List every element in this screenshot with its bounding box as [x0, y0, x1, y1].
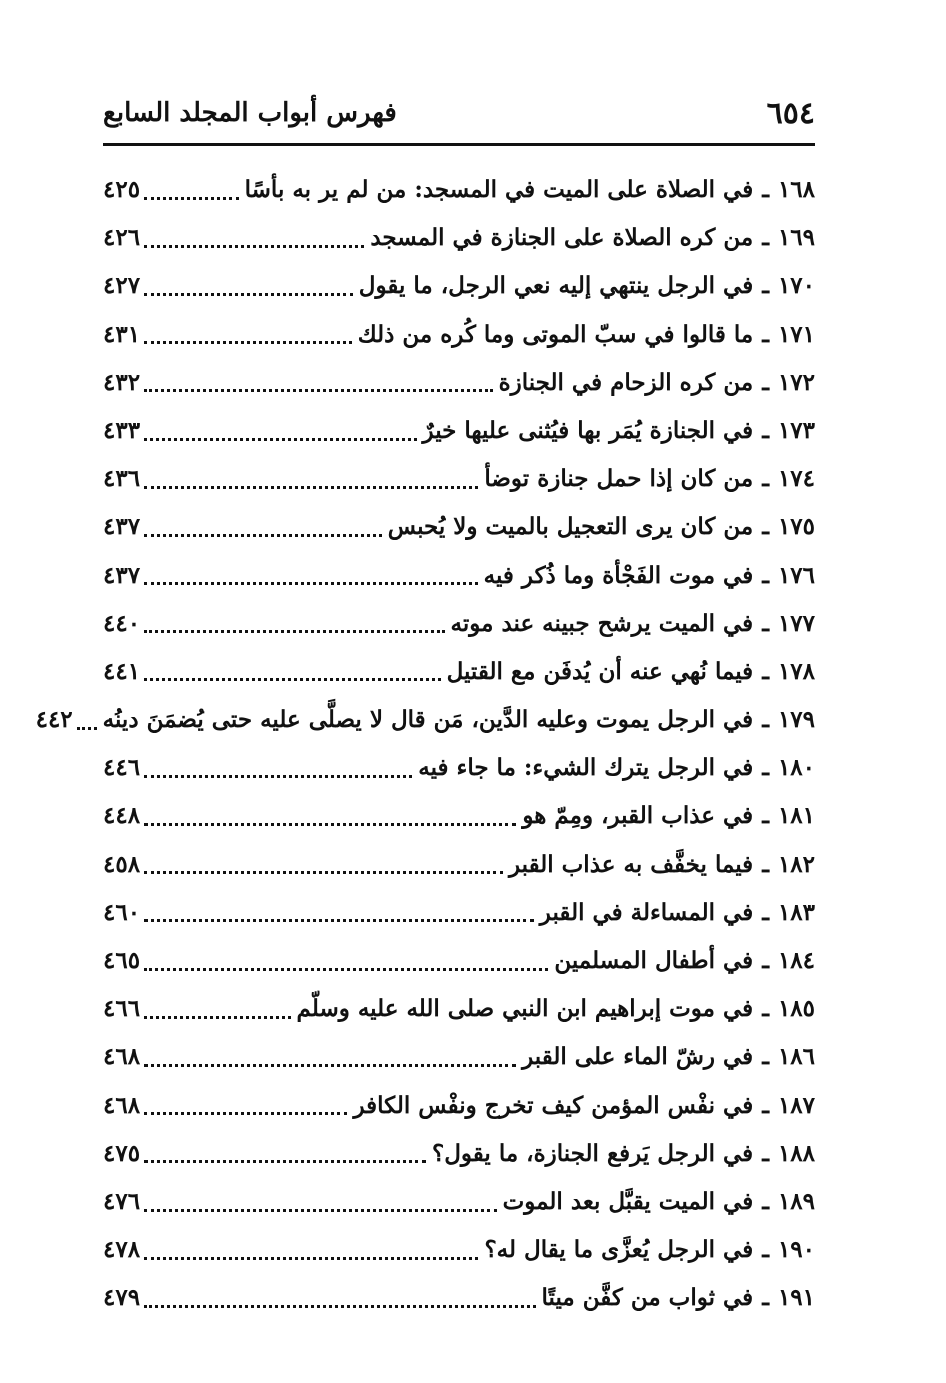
toc-entry — [103, 166, 815, 214]
dot-leader — [144, 582, 478, 585]
page-header — [103, 92, 815, 142]
dot-leader — [144, 438, 416, 441]
toc-entry-number: ١٧٩ — [777, 706, 815, 734]
toc-entry-title: في الرجل يَرفع الجنازة، ما يقول؟ — [431, 1139, 754, 1167]
toc-entry — [103, 214, 815, 262]
toc-entry-page: ٤٧٦ — [103, 1187, 141, 1215]
dot-leader — [144, 678, 441, 681]
toc-entry-number: ١٨٠ — [777, 754, 815, 782]
toc-entry — [103, 937, 815, 985]
toc-entry-number: ١٧١ — [777, 320, 815, 348]
toc-entry-title: في الجنازة يُمَر بها فيُثنى عليها خيرٌ — [422, 416, 754, 444]
toc-entry-separator: ـ — [762, 657, 769, 685]
toc-entry-title: في نفْس المؤمن كيف تخرج ونفْس الكافر — [353, 1091, 754, 1119]
toc-entry-separator: ـ — [762, 1284, 769, 1312]
toc-entry-separator: ـ — [762, 995, 769, 1023]
toc-entry-number: ١٧٦ — [777, 561, 815, 589]
toc-entry — [103, 841, 815, 889]
dot-leader — [144, 823, 516, 826]
toc-entry — [103, 552, 815, 600]
toc-entry-title: من كره الزحام في الجنازة — [498, 368, 754, 396]
toc-entry-separator: ـ — [762, 320, 769, 348]
toc-entry-number: ١٧٧ — [777, 609, 815, 637]
dot-leader — [144, 968, 548, 971]
toc-entry-page: ٤٧٩ — [103, 1284, 141, 1312]
table-of-contents — [35, 166, 815, 1323]
toc-entry-title: فيما نُهي عنه أن يُدفَن مع القتيل — [446, 657, 754, 685]
toc-entry-page: ٤٤١ — [103, 657, 141, 685]
dot-leader — [144, 630, 444, 633]
dot-leader — [144, 1257, 478, 1260]
toc-entry-page: ٤٤٠ — [103, 609, 141, 637]
toc-entry-number: ١٨٢ — [777, 850, 815, 878]
toc-entry-title: في الرجل يموت وعليه الدَّين، مَن قال لا يصلَّى عليه حتى يُضمَنَ دينُه — [102, 706, 754, 734]
toc-entry-number: ١٨٥ — [777, 995, 815, 1023]
toc-entry — [103, 1274, 815, 1322]
toc-entry-title: من كره الصلاة على الجنازة في المسجد — [370, 224, 754, 252]
toc-entry-separator: ـ — [762, 1236, 769, 1264]
toc-entry-page: ٤٧٨ — [103, 1236, 141, 1264]
toc-entry — [103, 407, 815, 455]
toc-entry-page: ٤٣٧ — [103, 513, 141, 541]
toc-entry-title: في الصلاة على الميت في المسجد: من لم ير به بأسًا — [244, 176, 754, 203]
toc-entry-page: ٤٦٨ — [103, 1043, 141, 1071]
toc-entry-separator: ـ — [762, 1091, 769, 1119]
toc-entry — [103, 1130, 815, 1178]
toc-entry-page: ٤٢٥ — [103, 176, 141, 203]
toc-entry-separator: ـ — [762, 176, 769, 203]
toc-entry-separator: ـ — [762, 465, 769, 493]
toc-entry-title: في الرجل ينتهي إليه نعي الرجل، ما يقول — [358, 272, 754, 300]
toc-entry — [103, 1033, 815, 1081]
toc-entry-separator: ـ — [762, 850, 769, 878]
toc-entry-page: ٤٣١ — [103, 320, 141, 348]
toc-entry-page: ٤٤٦ — [103, 754, 141, 782]
toc-entry-separator: ـ — [762, 754, 769, 782]
toc-entry-title: في المساءلة في القبر — [539, 898, 754, 926]
toc-entry — [103, 792, 815, 840]
toc-entry-page: ٤٧٥ — [103, 1139, 141, 1167]
toc-entry — [103, 1178, 815, 1226]
toc-entry-title: في الرجل يترك الشيء: ما جاء فيه — [418, 754, 754, 782]
dot-leader — [77, 727, 97, 730]
toc-entry-number: ١٨٣ — [777, 898, 815, 926]
dot-leader — [144, 534, 382, 537]
toc-entry-number: ١٧٠ — [777, 272, 815, 300]
toc-entry — [103, 455, 815, 503]
toc-entry-separator: ـ — [762, 368, 769, 396]
toc-entry — [103, 311, 815, 359]
toc-entry — [103, 503, 815, 551]
toc-entry-separator: ـ — [762, 706, 769, 734]
toc-entry-title: في موت الفَجْأة وما ذُكر فيه — [483, 561, 754, 589]
toc-entry-separator: ـ — [762, 947, 769, 974]
toc-entry-page: ٤٣٦ — [103, 465, 141, 493]
toc-entry — [35, 696, 815, 744]
toc-entry-title: في ثواب من كفَّن ميتًا — [541, 1284, 754, 1312]
dot-leader — [144, 775, 412, 778]
toc-entry-page: ٤٦٥ — [103, 947, 141, 974]
toc-entry-title: في الميت يرشح جبينه عند موته — [450, 609, 754, 637]
toc-entry-page: ٤٢٦ — [103, 224, 141, 252]
toc-entry-number: ١٩٠ — [777, 1236, 815, 1264]
toc-entry-number: ١٧٤ — [777, 465, 815, 493]
toc-entry-page: ٤٣٢ — [103, 368, 141, 396]
toc-entry-separator: ـ — [762, 1187, 769, 1215]
toc-entry-number: ١٨٤ — [777, 947, 815, 974]
toc-entry-title: في عذاب القبر، ومِمّ هو — [522, 802, 754, 830]
toc-entry-title: فيما يخفَّف به عذاب القبر — [508, 850, 754, 878]
dot-leader — [144, 1064, 516, 1067]
toc-entry-page: ٤٤٢ — [35, 706, 73, 734]
toc-entry-page: ٤٥٨ — [103, 850, 141, 878]
toc-entry-title: في موت إبراهيم ابن النبي صلى الله عليه وسلّم — [296, 995, 754, 1023]
dot-leader — [144, 1160, 426, 1163]
toc-entry-title: في رشّ الماء على القبر — [522, 1043, 754, 1071]
toc-entry — [103, 262, 815, 310]
toc-entry-separator: ـ — [762, 1139, 769, 1167]
dot-leader — [144, 1016, 290, 1019]
toc-entry — [103, 744, 815, 792]
toc-entry-number: ١٧٢ — [777, 368, 815, 396]
toc-entry-page: ٤٦٨ — [103, 1091, 141, 1119]
toc-entry — [103, 359, 815, 407]
toc-entry-page: ٤٤٨ — [103, 802, 141, 830]
toc-entry-separator: ـ — [762, 416, 769, 444]
toc-entry-title: في أطفال المسلمين — [554, 947, 754, 974]
toc-entry — [103, 648, 815, 696]
toc-entry-number: ١٨٦ — [777, 1043, 815, 1071]
dot-leader — [144, 245, 364, 248]
toc-entry-separator: ـ — [762, 272, 769, 300]
toc-entry — [103, 985, 815, 1033]
toc-entry-separator: ـ — [762, 898, 769, 926]
toc-entry-page: ٤٣٧ — [103, 561, 141, 589]
dot-leader — [144, 1209, 497, 1212]
toc-entry-separator: ـ — [762, 609, 769, 637]
toc-entry-number: ١٧٣ — [777, 416, 815, 444]
toc-entry-title: من كان يرى التعجيل بالميت ولا يُحبس — [387, 513, 754, 541]
toc-entry-number: ١٩١ — [777, 1284, 815, 1312]
dot-leader — [144, 919, 534, 922]
toc-entry-title: في الرجل يُعزَّى ما يقال له؟ — [484, 1236, 754, 1264]
toc-entry — [103, 600, 815, 648]
header-rule — [103, 143, 815, 146]
toc-entry-page: ٤٣٣ — [103, 416, 141, 444]
toc-entry-number: ١٦٩ — [777, 224, 815, 252]
dot-leader — [144, 389, 493, 392]
toc-entry-separator: ـ — [762, 224, 769, 252]
toc-entry-number: ١٨٨ — [777, 1139, 815, 1167]
toc-entry-page: ٤٦٦ — [103, 995, 141, 1023]
toc-entry-number: ١٨٧ — [777, 1091, 815, 1119]
dot-leader — [144, 1305, 535, 1308]
toc-entry-page: ٤٦٠ — [103, 898, 141, 926]
toc-entry-title: في الميت يقبَّل بعد الموت — [502, 1187, 754, 1215]
running-title: فهرس أبواب المجلد السابع — [103, 98, 397, 128]
toc-entry — [103, 1082, 815, 1130]
toc-entry-title: من كان إذا حمل جنازة توضأ — [484, 465, 754, 493]
dot-leader — [144, 293, 353, 296]
toc-entry — [103, 889, 815, 937]
toc-entry-title: ما قالوا في سبّ الموتى وما كُره من ذلك — [357, 320, 754, 348]
toc-entry-page: ٤٢٧ — [103, 272, 141, 300]
toc-entry-separator: ـ — [762, 561, 769, 589]
dot-leader — [144, 871, 503, 874]
dot-leader — [144, 486, 478, 489]
dot-leader — [144, 197, 239, 200]
toc-entry-number: ١٧٨ — [777, 657, 815, 685]
dot-leader — [144, 341, 352, 344]
toc-entry-number: ١٦٨ — [777, 176, 815, 203]
toc-entry-number: ١٧٥ — [777, 513, 815, 541]
toc-entry-number: ١٨١ — [777, 802, 815, 830]
toc-entry-separator: ـ — [762, 802, 769, 830]
toc-entry-separator: ـ — [762, 1043, 769, 1071]
page-number: ٦٥٤ — [766, 96, 815, 131]
dot-leader — [144, 1112, 347, 1115]
toc-entry-number: ١٨٩ — [777, 1187, 815, 1215]
toc-entry — [103, 1226, 815, 1274]
toc-entry-separator: ـ — [762, 513, 769, 541]
